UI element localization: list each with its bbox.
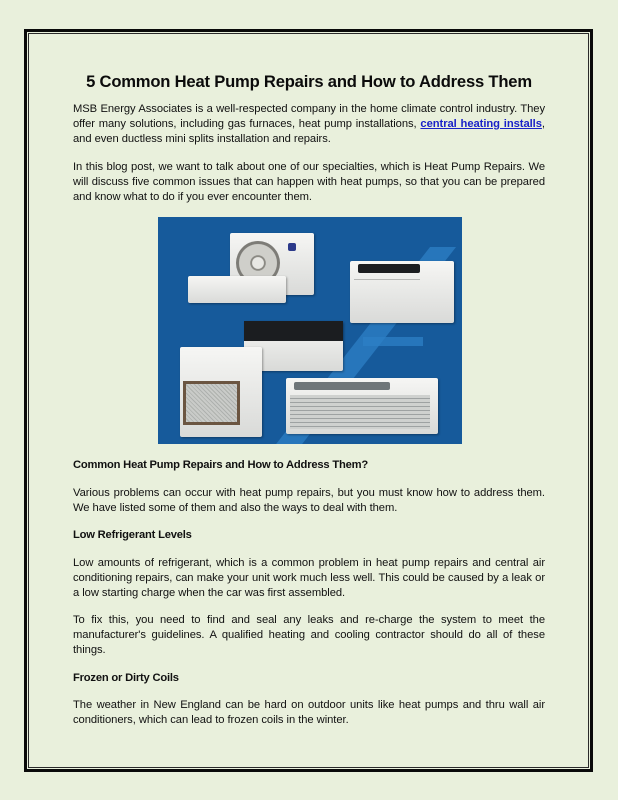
- mini-split-indoor-unit: [188, 276, 286, 303]
- brand-logo-icon: [288, 243, 296, 251]
- document-title: 5 Common Heat Pump Repairs and How to Address Them: [86, 72, 532, 91]
- subsection-heading-low-refrigerant: Low Refrigerant Levels: [73, 529, 192, 541]
- section-intro-paragraph: Various problems can occur with heat pump repairs, but you must know how to address them. We have listed some of them and also the ways to deal with them.: [73, 486, 545, 514]
- blog-intro-paragraph: In this blog post, we want to talk about one of our specialties, which is Heat Pump Repairs. We will discuss five common issues that can happen with heat pumps, so that you can be prepared and know what to do if you ever encounter them.: [73, 160, 545, 203]
- ptac-grille: [290, 395, 430, 429]
- intro-text-end: , and even ductless mini splits installation and repairs.: [73, 118, 545, 145]
- frozen-coils-paragraph-1: The weather in New England can be hard on outdoor units like heat pumps and thru wall air conditioners, which can lead to frozen coils in the winter.: [73, 699, 545, 726]
- thru-wall-ac-control-panel: [358, 264, 420, 273]
- window-ac-front-panel: [244, 321, 343, 341]
- air-handler-unit: [180, 347, 262, 437]
- central-heating-installs-link[interactable]: central heating installs: [420, 118, 542, 130]
- document-body: [73, 72, 545, 741]
- figure-container: [73, 217, 545, 445]
- heat-pump-products-image: [158, 217, 462, 444]
- low-refrigerant-paragraph-2: To fix this, you need to find and seal any leaks and re-charge the system to meet the manufacturer's guidelines. A qualified heating and cooling contractor should do all of these things.: [73, 614, 545, 656]
- section-heading: Common Heat Pump Repairs and How to Address Them?: [73, 459, 368, 471]
- air-handler-filter: [183, 381, 240, 425]
- subsection-heading-frozen-coils: Frozen or Dirty Coils: [73, 671, 179, 684]
- thru-wall-ac-unit: [350, 261, 454, 323]
- intro-text-start: MSB Energy Associates is a well-respected company in the home climate control industry. They offer many solutions, including gas furnaces, heat pump installations,: [73, 103, 545, 130]
- thru-wall-ac-vent: [354, 279, 420, 280]
- background-stripe-bar: [363, 337, 423, 346]
- ptac-top-vent: [294, 382, 390, 390]
- ptac-unit: [286, 378, 438, 434]
- low-refrigerant-paragraph-1: Low amounts of refrigerant, which is a common problem in heat pump repairs and central air conditioning repairs, can make your unit work much less well. This could be caused by a leak or a low starting charge when the car was first assembled.: [73, 556, 545, 599]
- intro-paragraph: [73, 102, 545, 147]
